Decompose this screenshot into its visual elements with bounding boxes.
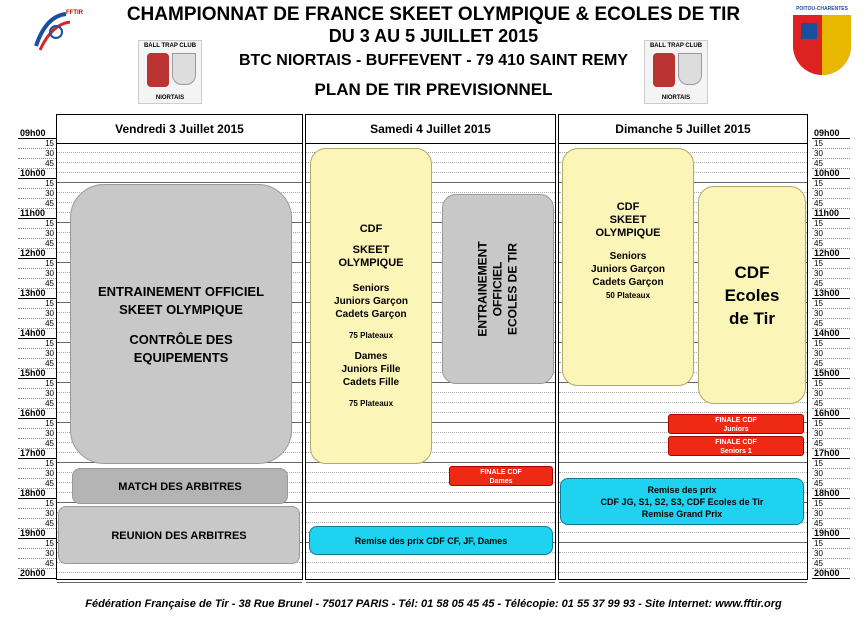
grid-line	[306, 522, 555, 523]
time-text: 15h00	[20, 368, 46, 378]
time-text: 12h00	[20, 248, 46, 258]
grid-line	[306, 502, 555, 503]
time-text: 15	[45, 259, 54, 268]
time-text: 30	[45, 189, 54, 198]
day-header: Dimanche 5 Juillet 2015	[559, 115, 807, 144]
event-line: Seniors	[352, 283, 390, 294]
grid-line	[559, 532, 807, 533]
grid-line	[306, 492, 555, 493]
time-text: 30	[45, 349, 54, 358]
time-text: 45	[814, 279, 823, 288]
time-text: 15	[45, 179, 54, 188]
event-line: FINALE CDF	[715, 439, 757, 446]
event-line: OFFICIEL	[490, 261, 505, 317]
time-text: 17h00	[20, 448, 46, 458]
title-plan: PLAN DE TIR PREVISIONNEL	[314, 80, 553, 99]
event-line: OLYMPIQUE	[338, 257, 404, 269]
event-line: Juniors	[723, 426, 749, 433]
event-line: Cadets Fille	[342, 377, 400, 388]
time-text: 45	[814, 159, 823, 168]
event-saturday-remise: Remise des prix CDF CF, JF, Dames	[309, 526, 553, 555]
time-text: 15	[814, 339, 823, 348]
event-line: FINALE CDF	[715, 417, 757, 424]
time-text: 45	[814, 239, 823, 248]
event-line: Ecoles	[724, 286, 780, 305]
time-text: 30	[45, 429, 54, 438]
time-text: 45	[814, 439, 823, 448]
time-text: 45	[45, 439, 54, 448]
time-text: 13h00	[814, 288, 840, 298]
grid-line	[57, 152, 302, 153]
time-text: 15	[45, 459, 54, 468]
event-sunday-remise	[560, 478, 804, 525]
grid-line	[559, 572, 807, 573]
time-text: 45	[814, 319, 823, 328]
event-line: EQUIPEMENTS	[133, 350, 229, 365]
time-text: 15	[814, 379, 823, 388]
event-reunion-arbitres: REUNION DES ARBITRES	[58, 506, 300, 564]
time-text: 30	[814, 349, 823, 358]
time-text: 45	[814, 519, 823, 528]
grid-line	[306, 582, 555, 583]
event-friday-training	[70, 184, 292, 464]
time-text: 30	[45, 229, 54, 238]
time-text: 10h00	[814, 168, 840, 178]
time-text: 45	[814, 359, 823, 368]
event-line: Remise des prix	[647, 485, 717, 495]
event-line: Juniors Garçon	[334, 296, 408, 307]
time-text: 09h00	[20, 128, 46, 138]
time-text: 16h00	[20, 408, 46, 418]
event-line: 50 Plateaux	[605, 291, 651, 300]
time-text: 45	[45, 559, 54, 568]
event-line: Dames	[354, 351, 388, 362]
event-line: CONTRÔLE DES	[129, 332, 233, 347]
time-text: 13h00	[20, 288, 46, 298]
event-line: SKEET	[352, 244, 390, 256]
time-text: 30	[814, 189, 823, 198]
time-text: 15	[814, 179, 823, 188]
time-text: 45	[45, 239, 54, 248]
time-text: 30	[814, 429, 823, 438]
time-text: 30	[45, 389, 54, 398]
time-text: 30	[814, 229, 823, 238]
time-text: 09h00	[814, 128, 840, 138]
time-text: 15	[45, 339, 54, 348]
event-line: 75 Plateaux	[348, 399, 394, 408]
event-line: ENTRAINEMENT	[475, 241, 490, 337]
grid-line	[306, 562, 555, 563]
time-text: 45	[45, 199, 54, 208]
event-line: Dames	[489, 478, 513, 485]
time-text: 15	[814, 139, 823, 148]
day-header: Samedi 4 Juillet 2015	[306, 115, 555, 144]
time-text: 45	[45, 319, 54, 328]
time-text: 30	[814, 269, 823, 278]
time-text: 45	[45, 399, 54, 408]
time-hour-label	[18, 568, 56, 579]
time-text: 45	[814, 479, 823, 488]
region-label: POITOU-CHARENTES	[789, 4, 855, 15]
time-text: 11h00	[814, 208, 840, 218]
club-logo-bottom-text: NIORTAIS	[661, 95, 691, 101]
grid-line	[559, 582, 807, 583]
event-line: Seniors	[609, 251, 647, 262]
grid-line	[57, 172, 302, 173]
time-text: 14h00	[20, 328, 46, 338]
event-line: 75 Plateaux	[348, 331, 394, 340]
time-text: 30	[45, 269, 54, 278]
event-sunday-ecoles	[698, 186, 806, 404]
time-text: 14h00	[814, 328, 840, 338]
event-line: Cadets Garçon	[335, 309, 407, 320]
grid-line	[57, 182, 302, 183]
time-text: 12h00	[814, 248, 840, 258]
time-text: 45	[45, 359, 54, 368]
time-hour-label	[812, 568, 850, 579]
grid-line	[306, 512, 555, 513]
event-line: Seniors 1	[720, 448, 752, 455]
time-column-left	[18, 128, 56, 580]
event-line: Juniors Fille	[341, 364, 401, 375]
club-logo-bottom-text: NIORTAIS	[155, 95, 185, 101]
time-text: 15	[45, 379, 54, 388]
time-text: 30	[45, 469, 54, 478]
time-text: 18h00	[814, 488, 840, 498]
time-text: 15	[45, 419, 54, 428]
time-text: 20h00	[814, 568, 840, 578]
grid-line	[57, 572, 302, 573]
time-text: 15	[814, 259, 823, 268]
time-text: 30	[814, 309, 823, 318]
event-finale-seniors	[668, 436, 804, 456]
time-text: 30	[45, 149, 54, 158]
grid-line	[57, 582, 302, 583]
time-text: 18h00	[20, 488, 46, 498]
time-text: 15	[814, 539, 823, 548]
time-text: 30	[814, 149, 823, 158]
time-text: 30	[45, 509, 54, 518]
event-line: CDF JG, S1, S2, S3, CDF Ecoles de Tir	[600, 497, 764, 507]
event-line: ECOLES DE TIR	[505, 243, 520, 336]
time-text: 15	[45, 219, 54, 228]
event-saturday-cdf	[310, 148, 432, 464]
event-line: ENTRAINEMENT OFFICIEL	[97, 284, 265, 299]
time-text: 30	[814, 509, 823, 518]
time-text: 45	[814, 559, 823, 568]
time-text: 11h00	[20, 208, 46, 218]
time-text: 45	[45, 279, 54, 288]
time-text: 15	[45, 539, 54, 548]
time-text: 10h00	[20, 168, 46, 178]
event-finale-dames	[449, 466, 553, 486]
time-text: 30	[814, 469, 823, 478]
time-text: 45	[814, 199, 823, 208]
title-dates: DU 3 AU 5 JUILLET 2015	[328, 26, 539, 46]
time-text: 45	[45, 479, 54, 488]
time-text: 15	[45, 299, 54, 308]
grid-line	[57, 162, 302, 163]
time-text: 30	[45, 549, 54, 558]
time-text: 45	[814, 399, 823, 408]
time-text: 15h00	[814, 368, 840, 378]
time-text: 19h00	[814, 528, 840, 538]
time-text: 17h00	[814, 448, 840, 458]
grid-line	[306, 572, 555, 573]
event-line: CDF	[616, 201, 640, 213]
time-text: 30	[814, 549, 823, 558]
time-text: 15	[45, 499, 54, 508]
time-text: 20h00	[20, 568, 46, 578]
club-logo-top-text: BALL TRAP CLUB	[649, 43, 703, 49]
grid-line	[559, 562, 807, 563]
event-saturday-training-ecoles	[442, 194, 554, 384]
vertical-text	[476, 241, 521, 336]
grid-line	[559, 472, 807, 473]
club-logo-top-text: BALL TRAP CLUB	[143, 43, 197, 49]
event-sunday-cdf	[562, 148, 694, 386]
event-line: SKEET OLYMPIQUE	[119, 302, 243, 317]
time-column-right	[812, 128, 850, 580]
time-text: 15	[814, 459, 823, 468]
event-line: Remise Grand Prix	[641, 509, 723, 519]
event-line: OLYMPIQUE	[595, 227, 661, 239]
grid-line	[559, 542, 807, 543]
time-text: 15	[814, 499, 823, 508]
event-finale-juniors	[668, 414, 804, 434]
time-text: 19h00	[20, 528, 46, 538]
fftir-label: FFTIR	[66, 10, 83, 16]
event-line: Juniors Garçon	[591, 264, 665, 275]
grid-line	[559, 412, 807, 413]
footer-contact: Fédération Française de Tir - 38 Rue Brunel - 75017 PARIS - Tél: 01 58 05 45 45 - Télécopie: 01 55 37 99 93 - Site Internet: www.fftir.org	[85, 598, 782, 610]
grid-line	[559, 462, 807, 463]
time-text: 15	[814, 419, 823, 428]
time-text: 16h00	[814, 408, 840, 418]
event-line: CDF	[734, 263, 770, 282]
time-text: 30	[45, 309, 54, 318]
day-header: Vendredi 3 Juillet 2015	[57, 115, 302, 144]
event-line: de Tir	[729, 309, 775, 328]
time-text: 15	[814, 219, 823, 228]
time-text: 15	[814, 299, 823, 308]
title-venue: BTC NIORTAIS - BUFFEVENT - 79 410 SAINT REMY	[238, 52, 629, 69]
event-line: SKEET	[609, 214, 647, 226]
time-text: 45	[45, 159, 54, 168]
title-championship: CHAMPIONNAT DE FRANCE SKEET OLYMPIQUE & ECOLES DE TIR	[126, 4, 741, 25]
grid-line	[559, 552, 807, 553]
event-match-arbitres: MATCH DES ARBITRES	[72, 468, 288, 504]
event-line: CDF	[359, 223, 383, 235]
time-text: 15	[45, 139, 54, 148]
event-line: FINALE CDF	[480, 469, 522, 476]
event-line: Cadets Garçon	[592, 277, 664, 288]
time-text: 45	[45, 519, 54, 528]
time-text: 30	[814, 389, 823, 398]
